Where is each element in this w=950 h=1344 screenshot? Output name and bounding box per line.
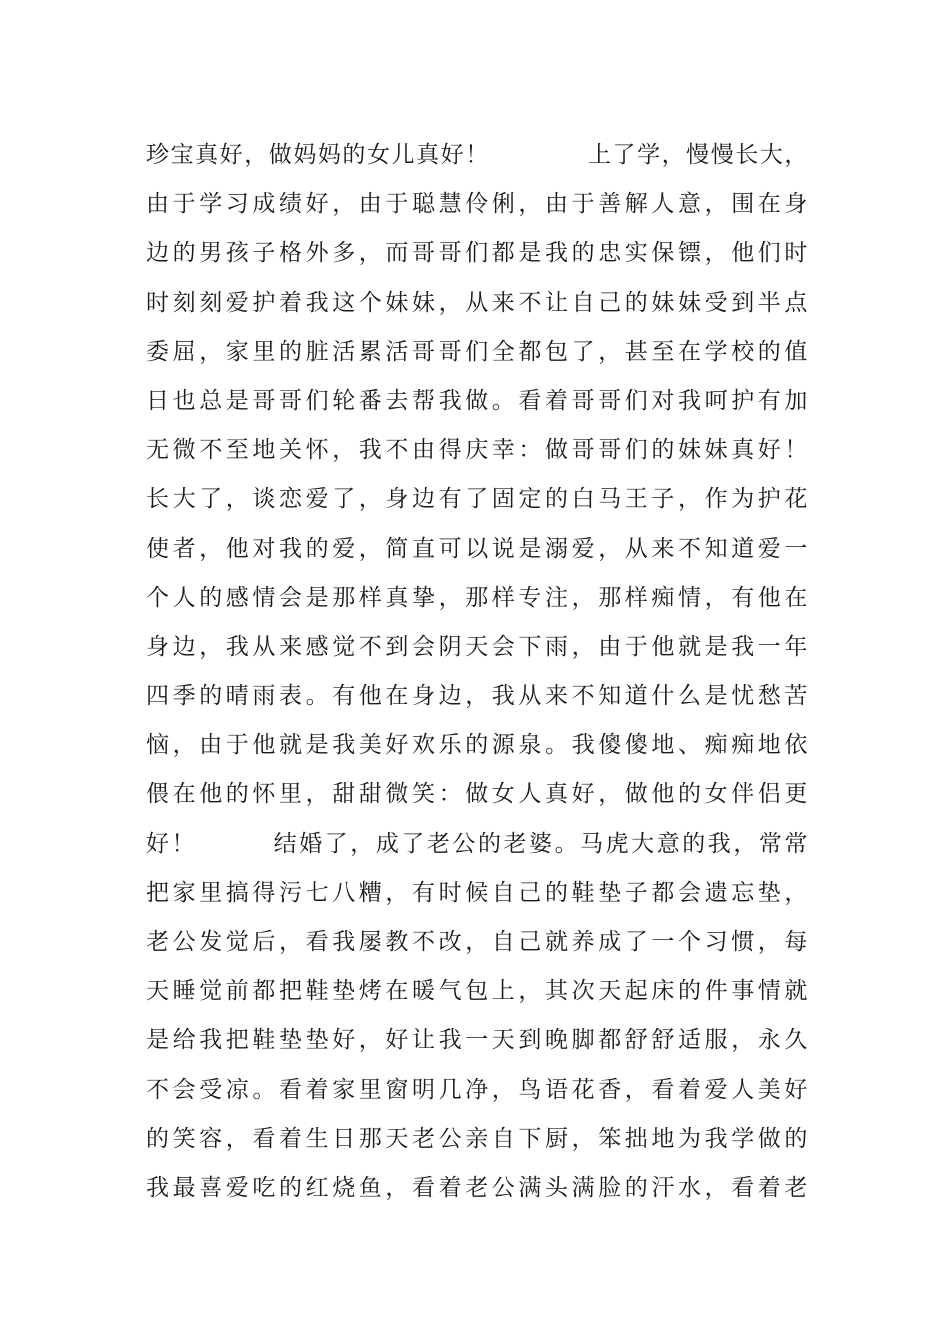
text-line: 的笑容，看着生日那天老公亲自下厨，笨拙地为我学做的 [146,1125,808,1152]
text-line: 老公发觉后，看我屡教不改，自己就养成了一个习惯，每 [146,929,808,955]
text-line: 偎在他的怀里，甜甜微笑：做女人真好，做他的女伴侣更 [146,781,808,808]
text-line: 身边，我从来感觉不到会阴天会下雨，由于他就是我一年 [146,633,808,660]
text-line: 由于学习成绩好，由于聪慧伶俐，由于善解人意，围在身 [146,191,808,218]
text-line: 使者，他对我的爱，简直可以说是溺爱，从来不知道爱一 [146,535,808,562]
text-line: 无微不至地关怀，我不由得庆幸：做哥哥们的妹妹真好！ [146,437,808,464]
text-line: 长大了，谈恋爱了，身边有了固定的白马王子，作为护花 [146,486,808,513]
text-line: 边的男孩子格外多，而哥哥们都是我的忠实保镖，他们时 [146,240,808,267]
text-line: 不会受凉。看着家里窗明几净，鸟语花香，看着爱人美好 [146,1076,808,1103]
text-line: 好！ 结婚了，成了老公的老婆。马虎大意的我，常常 [146,830,808,857]
body-text [146,131,808,1213]
text-line: 个人的感情会是那样真挚，那样专注，那样痴情，有他在 [146,584,808,611]
text-line: 天睡觉前都把鞋垫烤在暖气包上，其次天起床的件事情就 [146,978,808,1005]
text-line: 是给我把鞋垫垫好，好让我一天到晚脚都舒舒适服，永久 [146,1027,808,1054]
text-line: 委屈，家里的脏活累活哥哥们全都包了，甚至在学校的值 [146,338,808,365]
text-line: 时刻刻爱护着我这个妹妹，从来不让自己的妹妹受到半点 [146,289,808,316]
text-line: 四季的晴雨表。有他在身边，我从来不知道什么是忧愁苦 [146,683,808,710]
text-line: 珍宝真好，做妈妈的女儿真好！ 上了学，慢慢长大， [146,142,808,168]
text-line: 我最喜爱吃的红烧鱼，看着老公满头满脸的汗水，看着老 [146,1174,808,1201]
text-line: 把家里搞得污七八糟，有时候自己的鞋垫子都会遗忘垫， [146,879,808,906]
text-line: 恼，由于他就是我美好欢乐的源泉。我傻傻地、痴痴地依 [146,732,808,759]
text-line: 日也总是哥哥们轮番去帮我做。看着哥哥们对我呵护有加 [146,387,808,414]
